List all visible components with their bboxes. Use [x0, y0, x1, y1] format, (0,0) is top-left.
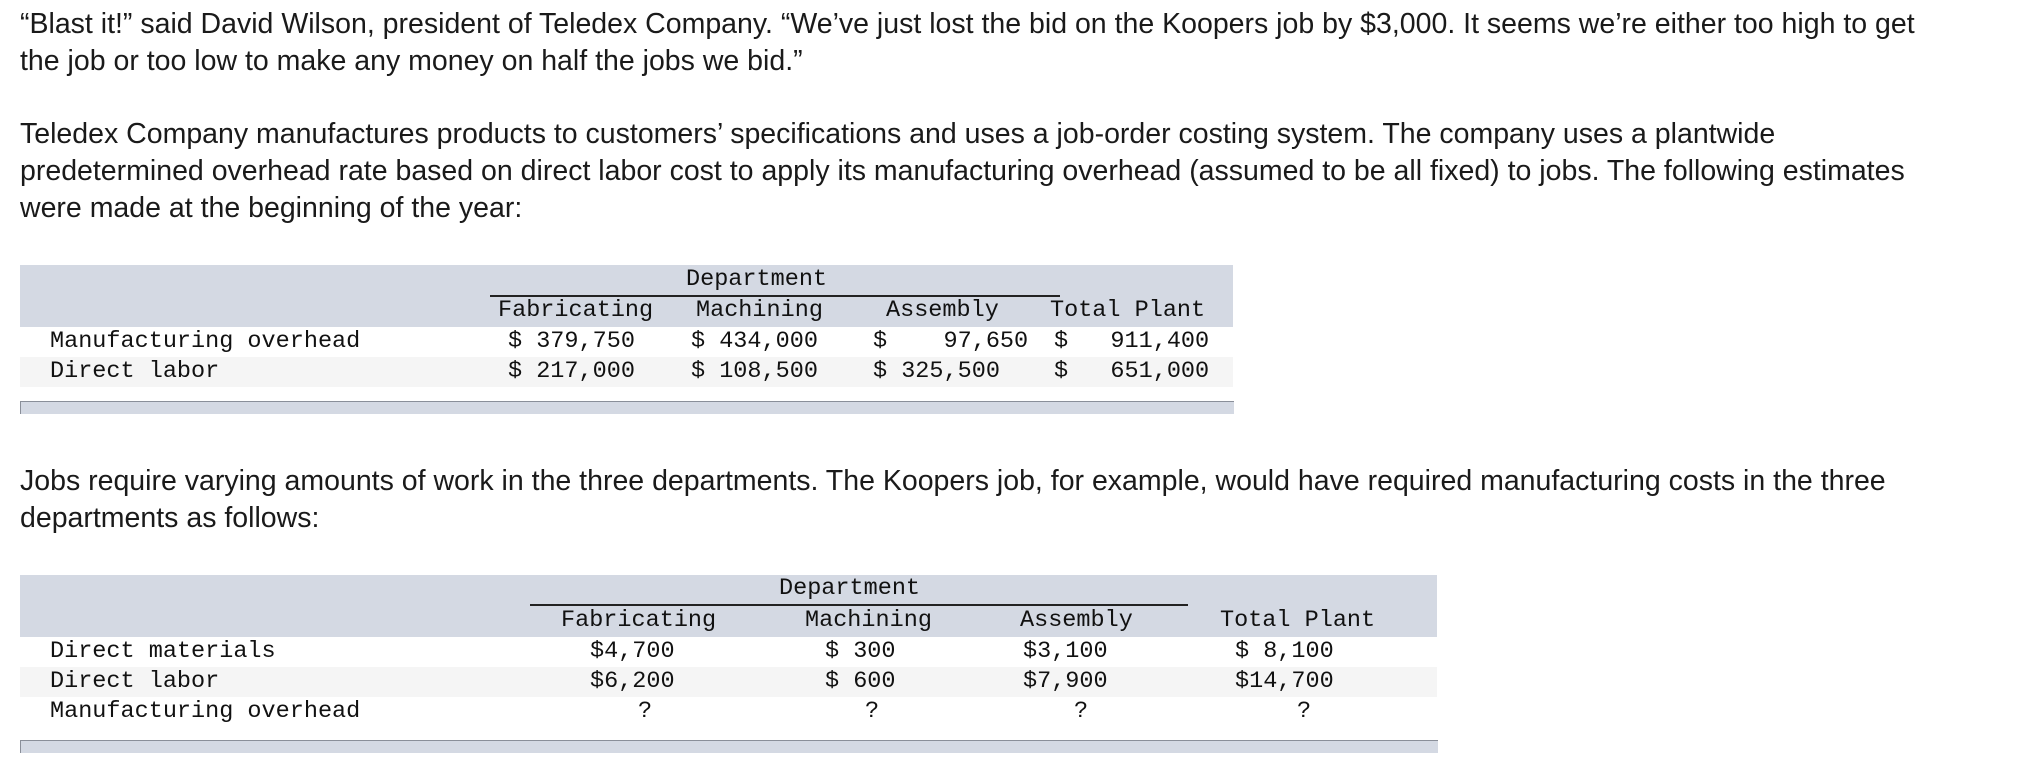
- cell-value: $14,700: [1235, 668, 1334, 695]
- table-row: [20, 637, 1437, 667]
- cell-value: $4,700: [590, 638, 675, 665]
- cell-value: $ 217,000: [508, 358, 635, 385]
- table-footer: [20, 740, 1438, 753]
- column-header-fabricating: Fabricating: [498, 297, 654, 324]
- cell-value: $ 108,500: [691, 358, 818, 385]
- row-label: Manufacturing overhead: [50, 328, 361, 355]
- row-label: Direct labor: [50, 668, 220, 695]
- department-group-header: Department: [779, 575, 921, 602]
- table-row: [20, 667, 1437, 697]
- cell-value: $ 600: [825, 668, 896, 695]
- column-header-total-plant: Total Plant: [1050, 297, 1206, 324]
- table-row: [20, 697, 1437, 727]
- cell-value: $7,900: [1023, 668, 1108, 695]
- background-paragraph: Teledex Company manufactures products to customers’ specifications and uses a job-order costing system. The company uses a plantwide predetermined overhead rate based on direct labor cost to apply its manufacturing overhead (assumed to be all fixed) to jobs. The following estimates were made at the beginning of the year:: [20, 118, 1905, 224]
- cell-value: $ 379,750: [508, 328, 635, 355]
- cell-value: ?: [1297, 698, 1312, 725]
- cell-value: ?: [865, 698, 880, 725]
- column-header-machining: Machining: [696, 297, 823, 324]
- cell-value: $ 300: [825, 638, 896, 665]
- cell-value: $ 434,000: [691, 328, 818, 355]
- column-header-fabricating: Fabricating: [561, 607, 717, 634]
- department-group-header: Department: [686, 266, 828, 293]
- column-header-total-plant: Total Plant: [1220, 607, 1376, 634]
- cell-value: $ 911,400: [1054, 328, 1210, 355]
- cell-value: $ 8,100: [1235, 638, 1334, 665]
- row-label: Direct labor: [50, 358, 220, 385]
- cell-value: ?: [1074, 698, 1089, 725]
- cell-value: $ 97,650: [873, 328, 1029, 355]
- table-row: [20, 357, 1233, 387]
- row-label: Manufacturing overhead: [50, 698, 361, 725]
- intro-paragraph: “Blast it!” said David Wilson, president of Teledex Company. “We’ve just lost the bid on the Koopers job by $3,000. It seems we’re either too high to get the job or too low to make any money on half the jobs we bid.”: [20, 8, 1915, 77]
- column-header-assembly: Assembly: [886, 297, 999, 324]
- column-header-machining: Machining: [805, 607, 932, 634]
- column-header-assembly: Assembly: [1020, 607, 1133, 634]
- cell-value: $3,100: [1023, 638, 1108, 665]
- koopers-paragraph: Jobs require varying amounts of work in the three departments. The Koopers job, for example, would have required manufacturing costs in the three departments as follows:: [20, 465, 1886, 534]
- row-label: Direct materials: [50, 638, 276, 665]
- cell-value: $ 325,500: [873, 358, 1000, 385]
- estimates-table: [20, 265, 1233, 415]
- cell-value: $6,200: [590, 668, 675, 695]
- koopers-job-table: [20, 575, 1437, 760]
- cell-value: ?: [638, 698, 653, 725]
- table-footer: [20, 401, 1234, 414]
- cell-value: $ 651,000: [1054, 358, 1210, 385]
- table-row: [20, 327, 1233, 357]
